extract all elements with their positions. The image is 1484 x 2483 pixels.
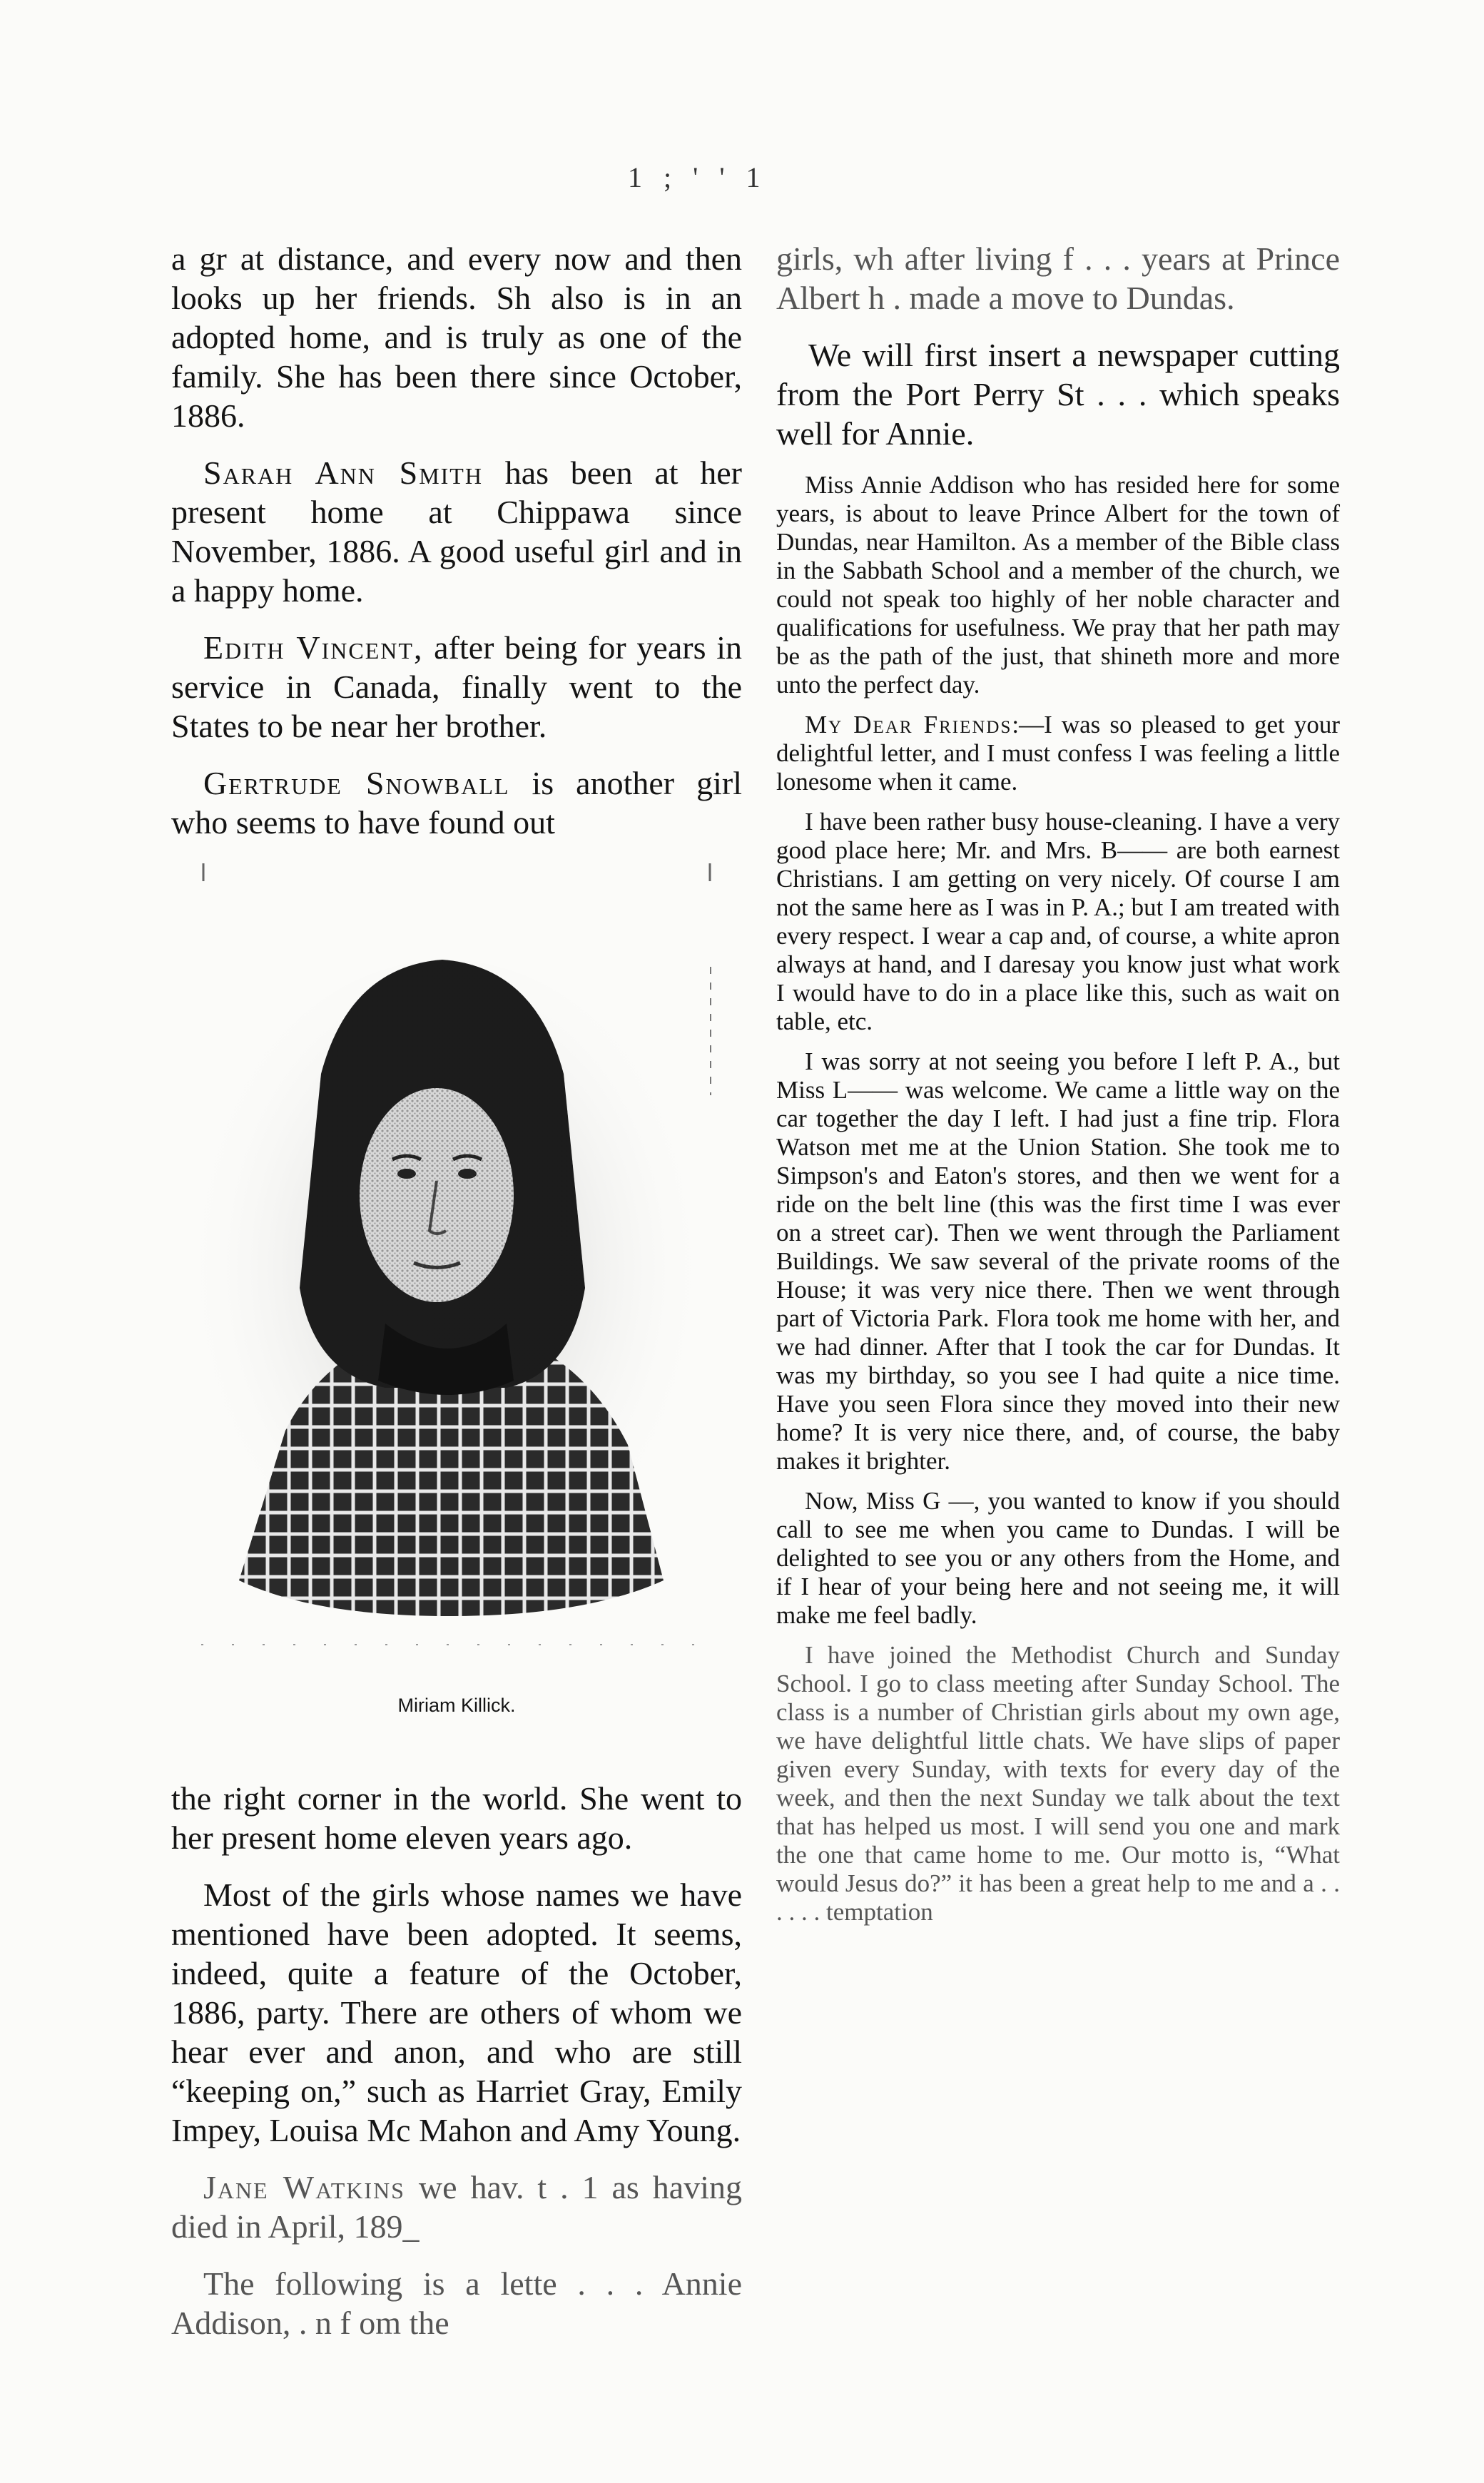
letter-paragraph: I have joined the Methodist Church and Sunday School. I go to class meeting after Sunday School. The class is a number of Christian girls about my own age, we have delightful little chats. We have slips of paper given every Sunday, with texts for every day of the week, and then the next Sunday we talk about the text that has helped us most. I will send you one and mark the one that came home to me. Our motto is, “What would Jesus do?” it has been a great help to me and a . . . . . . temptation (776, 1641, 1340, 1926)
paragraph-sarah-ann-smith (171, 453, 742, 610)
right-column (776, 239, 1340, 1938)
paragraph-text: we hav. t . 1 as having died in April, 189_ (171, 2169, 742, 2245)
paragraph-continuation: a gr at distance, and every now and then looks up her friends. Sh also is in an adopted home, and is truly as one of the family. She has been there since October, 1886. (171, 240, 742, 434)
letter-salutation (776, 711, 1340, 796)
portrait-engraving (171, 860, 742, 1695)
paragraph-adopted: Most of the girls whose names we have mentioned have been adopted. It seems, indeed, quite a feature of the October, 1886, party. There are others of whom we hear ever and anon, and who are still “keeping on,” such as Harriet Gray, Emily Impey, Louisa Mc Mahon and Amy Young. (171, 1877, 742, 2148)
paragraph-continuation: the right corner in the world. She went to her present home eleven years ago. (171, 1780, 742, 1856)
portrait-figure (171, 860, 742, 1766)
left-column (171, 239, 742, 2360)
portrait-caption: Miriam Killick. (397, 1695, 516, 1716)
paragraph-text: has been at her present home at Chippawa since November, 1886. A good useful girl and in a happy home. (171, 455, 742, 609)
paragraph-continuation: girls, wh after living f . . . years at Prince Albert h . made a move to Dundas. (776, 240, 1340, 316)
paragraph-letter-intro: The following is a lette . . . Annie Addison, . n f om the (171, 2265, 742, 2341)
running-head: 1 ; ' ' 1 (628, 161, 768, 193)
paragraph-text: :—I was so pleased to get your delightful letter, and I must confess I was feeling a little lonesome when it came. (776, 711, 1340, 796)
paragraph-text: after being for years in service in Canada, finally went to the States to be near her brother. (171, 629, 742, 744)
name-jane-watkins: Jane Watkins (203, 2169, 405, 2205)
newspaper-cutting: Miss Annie Addison who has resided here for some years, is about to leave Prince Albert for the town of Dundas, near Hamilton. As a member of the Bible class in the Sabbath School and a member of the church, we could not speak too highly of her noble character and qualifications for usefulness. We pray that her path may be as the path of the just, that shineth more and more unto the perfect day. (776, 471, 1340, 699)
paragraph-jane-watkins (171, 2168, 742, 2246)
paragraph-text: is another girl who seems to have found out (171, 765, 742, 841)
name-edith-vincent: Edith Vincent, (203, 629, 424, 666)
letter-paragraph: Now, Miss G —, you wanted to know if you should call to see me when you came to Dundas. I will be delighted to see you or any others from the Home, and if I hear of your being here and not seeing me, it will make me feel badly. (776, 1487, 1340, 1629)
paragraph-edith-vincent (171, 628, 742, 746)
name-gertrude-snowball: Gertrude Snowball (203, 765, 510, 801)
name-sarah-ann-smith: Sarah Ann Smith (203, 455, 483, 491)
paragraph-gertrude-snowball (171, 763, 742, 842)
salutation: My Dear Friends (805, 711, 1012, 738)
letter-paragraph: I was sorry at not seeing you before I left P. A., but Miss L—— was welcome. We came a little way on the car together the day I left. I had just a fine trip. Flora Watson met me at the Union Station. She took me to Simpson's and Eaton's stores, and then we went for a ride on the belt line (this was the first time I was ever on a street car). Then we went through the Parliament Buildings. We saw several of the private rooms of the House; it was very nice there. Then we went through part of Victoria Park. Flora took me home with her, and we had dinner. After that I took the car for Dundas. It was my birthday, so you see I had quite a nice time. Have you seen Flora since they moved into their new home? It is very nice there, and, of course, the baby makes it brighter. (776, 1047, 1340, 1475)
letter-paragraph: I have been rather busy house-cleaning. I have a very good place here; Mr. and Mrs. B—— are both earnest Christians. I am getting on very nicely. Of course I am not the same here as I was in P. A.; but I am treated with every respect. I wear a cap and, of course, a white apron always at hand, and I daresay you know just what work I would have to do in a place like this, such as wait on table, etc. (776, 808, 1340, 1035)
paragraph-newspaper-intro: We will first insert a newspaper cutting from the Port Perry St . . . which speaks well for Annie. (776, 337, 1340, 452)
